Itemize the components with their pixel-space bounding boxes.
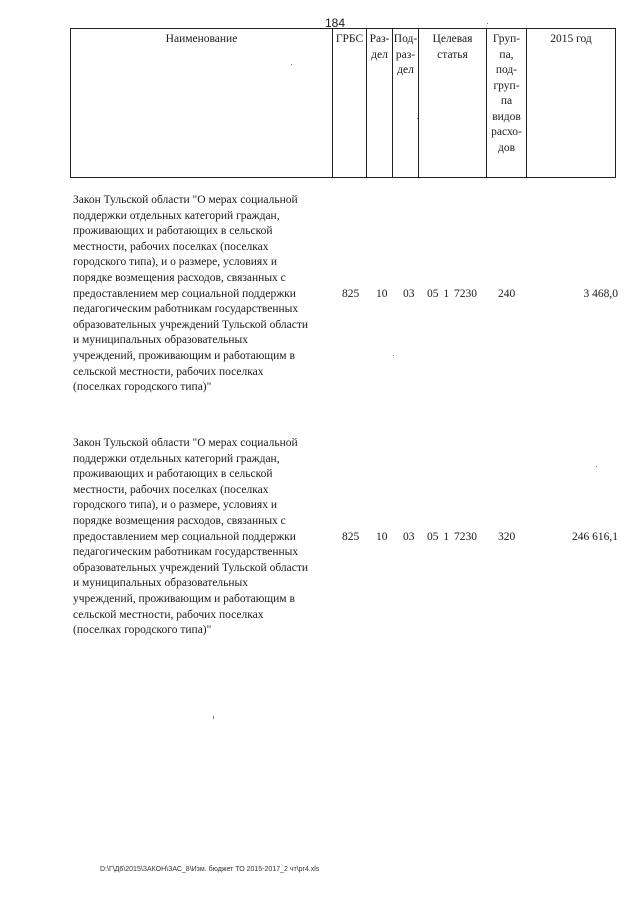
row-expense-group: 240 — [498, 288, 516, 300]
text-line: Груп- — [492, 33, 521, 45]
header-expense-group — [487, 29, 527, 177]
text-line: проживающих и работающих в сельской — [73, 468, 273, 481]
row-expense-group: 320 — [498, 531, 516, 543]
text-line: расхо- — [491, 126, 522, 138]
header-name — [71, 29, 333, 177]
page-number: 184 — [325, 16, 346, 30]
text-line: статья — [437, 48, 468, 61]
text-line: предоставлением мер социальной поддержки — [73, 287, 296, 300]
text-line: Закон Тульской области "О мерах социальной — [73, 437, 298, 449]
text-line: учреждений, проживающим и работающим в — [73, 592, 295, 605]
text-line: педагогическим работникам государственных — [73, 546, 299, 559]
header-razdel — [367, 29, 393, 177]
row-razdel: 10 — [376, 288, 388, 300]
row-amount: 3 468,0 — [583, 288, 618, 300]
header-year-2015 — [527, 29, 615, 177]
footer-file-path: D:\Г\Д6\2015\ЗАКОН\ЗАС_8\Изм. бюджет ТО 2015-2017_2 чт\pr4.xls — [100, 866, 320, 873]
text-line: образовательных учреждений Тульской области — [73, 318, 309, 331]
row-amount: 246 616,1 — [572, 531, 618, 543]
text-line: сельской местности, рабочих поселках — [73, 365, 264, 378]
text-line: городского типа), и о размере, условиях и — [73, 499, 278, 512]
scan-speck — [213, 716, 214, 719]
text-line: образовательных учреждений Тульской области — [73, 561, 309, 574]
header-podrazdel — [393, 29, 419, 177]
row-target-article: 05 1 7230 — [427, 288, 477, 300]
row-name — [73, 436, 345, 639]
text-line: Целевая — [432, 33, 473, 45]
text-line: Наименование — [165, 33, 238, 45]
row-podrazdel: 03 — [403, 531, 415, 543]
text-line: городского типа), и о размере, условиях и — [73, 256, 278, 269]
text-line: проживающих и работающих в сельской — [73, 225, 273, 238]
text-line: порядке возмещения расходов, связанных с — [73, 271, 286, 284]
text-line: местности, рабочих поселках (поселках — [73, 483, 269, 496]
text-line: и муниципальных образовательных — [73, 334, 249, 347]
scan-speck — [291, 64, 292, 65]
row-name — [73, 193, 345, 396]
row-target-article: 05 1 7230 — [427, 531, 477, 543]
header-grbs — [333, 29, 367, 177]
row-podrazdel: 03 — [403, 288, 415, 300]
text-line: поддержки отдельных категорий граждан, — [73, 209, 280, 222]
text-line: Раз- — [369, 33, 390, 45]
header-target-article — [419, 29, 487, 177]
text-line: раз- — [395, 48, 416, 61]
text-line: дов — [497, 141, 516, 154]
text-line: (поселках городского типа)" — [73, 381, 212, 394]
text-line: видов — [492, 110, 521, 123]
row-razdel: 10 — [376, 531, 388, 543]
text-line: сельской местности, рабочих поселках — [73, 608, 264, 621]
scan-speck — [487, 23, 488, 24]
text-line: местности, рабочих поселках (поселках — [73, 240, 269, 253]
text-line: поддержки отдельных категорий граждан, — [73, 452, 280, 465]
text-line: Под- — [393, 33, 418, 45]
text-line: под- — [495, 64, 518, 76]
text-line: ГРБС — [335, 33, 364, 45]
scan-speck — [596, 466, 597, 467]
text-line: педагогическим работникам государственных — [73, 303, 299, 316]
row-grbs: 825 — [342, 531, 360, 543]
text-line: Закон Тульской области "О мерах социальной — [73, 194, 298, 206]
text-line: дел — [371, 48, 388, 61]
scan-speck — [417, 118, 418, 119]
text-line: (поселках городского типа)" — [73, 624, 212, 637]
text-line: 2015 год — [550, 33, 592, 45]
table-header — [70, 28, 616, 178]
row-grbs: 825 — [342, 288, 360, 300]
text-line: груп- — [493, 79, 520, 92]
text-line: и муниципальных образовательных — [73, 577, 249, 590]
text-line: порядке возмещения расходов, связанных с — [73, 514, 286, 527]
scan-speck — [393, 355, 394, 356]
text-line: па — [500, 95, 513, 107]
text-line: дел — [397, 64, 414, 76]
text-line: па, — [499, 48, 514, 61]
text-line: предоставлением мер социальной поддержки — [73, 530, 296, 543]
text-line: учреждений, проживающим и работающим в — [73, 349, 295, 362]
